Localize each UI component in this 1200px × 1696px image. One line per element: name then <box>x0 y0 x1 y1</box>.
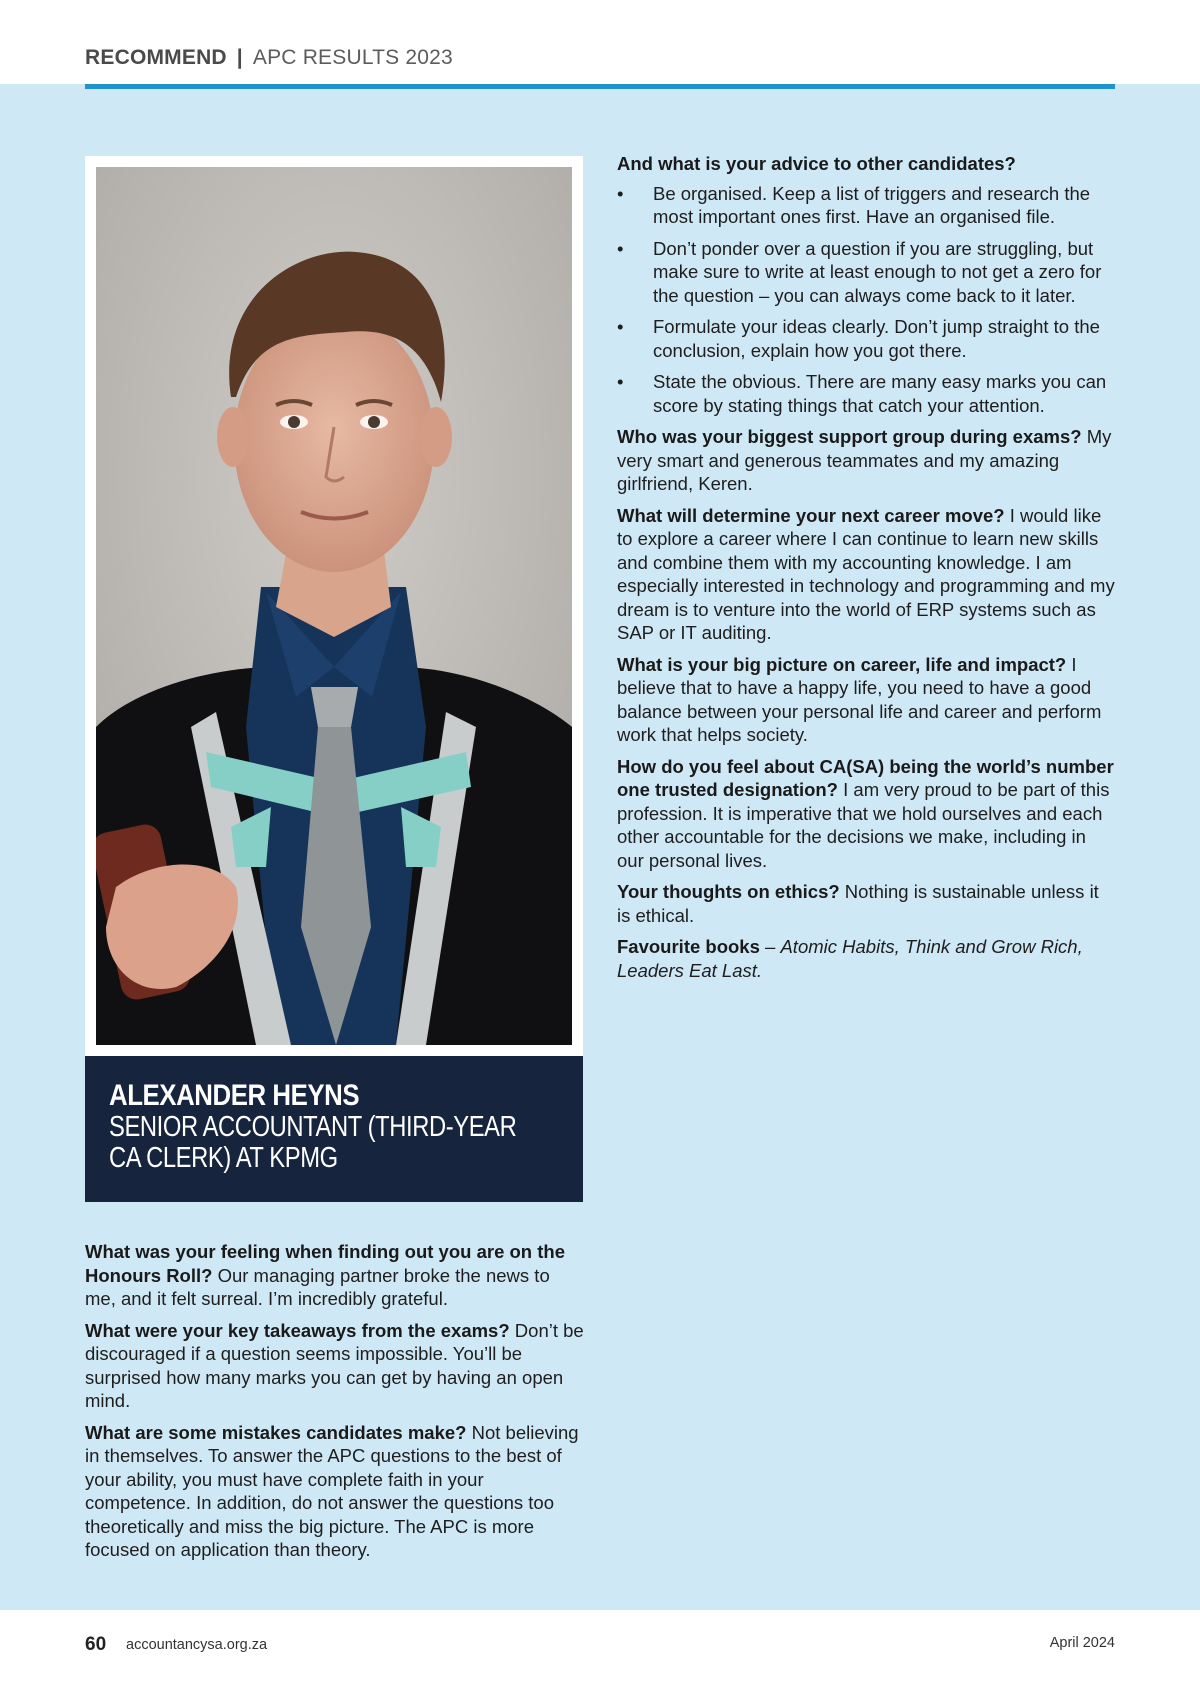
list-item <box>617 182 1117 229</box>
list-item <box>617 315 1117 362</box>
section-label: RECOMMEND <box>85 46 227 69</box>
bullet: • <box>617 237 624 259</box>
publication-label: APC RESULTS 2023 <box>252 46 453 69</box>
answer: Nothing is sustainable unless it is ethical. <box>617 881 1099 926</box>
question: What are some mistakes candidates make? <box>85 1421 467 1443</box>
portrait-photo <box>96 167 572 1045</box>
list-item-text: Formulate your ideas clearly. Don’t jump straight to the conclusion, explain how you got there. <box>653 316 1100 361</box>
page-number: 60 <box>85 1634 107 1655</box>
qa-paragraph <box>617 504 1117 645</box>
header-separator: | <box>236 46 243 69</box>
list-item-text: Be organised. Keep a list of triggers and research the most important ones first. Have an organised file. <box>653 182 1091 227</box>
bullet: • <box>617 371 624 392</box>
qa-paragraph <box>617 425 1117 496</box>
running-header <box>85 46 453 76</box>
website-link[interactable]: accountancysa.org.za <box>126 1637 268 1653</box>
right-column <box>617 152 1117 990</box>
header-rule <box>85 84 1115 89</box>
answer: My very smart and generous teammates and my amazing girlfriend, Keren. <box>617 426 1112 494</box>
profile-caption <box>85 1056 583 1202</box>
qa-paragraph <box>85 1319 585 1413</box>
answer: I am very proud to be part of this profession. It is imperative that we hold ourselves and each other accountable for the decisions we make, including in our personal lives. <box>617 779 1110 871</box>
question: Your thoughts on ethics? <box>617 881 840 902</box>
answer: I believe that to have a happy life, you need to have a good balance between your personal life and career and perform work that helps society. <box>617 653 1102 745</box>
answer: Our managing partner broke the news to me, and it felt surreal. I’m incredibly grateful. <box>85 1264 550 1309</box>
books-dash: – <box>759 936 781 957</box>
question: And what is your advice to other candidates? <box>617 153 1016 174</box>
question: How do you feel about CA(SA) being the world’s number one trusted designation? <box>617 755 1114 800</box>
question: Who was your biggest support group during exams? <box>617 426 1082 447</box>
profile-name: ALEXANDER HEYNS <box>109 1079 360 1112</box>
left-column <box>85 1240 585 1570</box>
portrait-illustration <box>96 167 572 1045</box>
question: What were your key takeaways from the exams? <box>85 1319 510 1341</box>
qa-paragraph <box>617 880 1117 927</box>
list-item <box>617 370 1117 417</box>
advice-list <box>617 182 1117 418</box>
bullet: • <box>617 182 624 204</box>
bullet: • <box>617 316 624 337</box>
qa-paragraph <box>617 755 1117 873</box>
answer: Not believing in themselves. To answer the APC questions to the best of your ability, you must have complete faith in your competence. In addition, do not answer the questions too theoretically and miss the big picture. The APC is more focused on application than theory. <box>85 1421 579 1560</box>
books-paragraph <box>617 935 1117 982</box>
issue-date: April 2024 <box>1049 1635 1115 1651</box>
portrait-frame <box>85 156 583 1056</box>
qa-paragraph <box>85 1240 585 1311</box>
books-label: Favourite books <box>617 936 760 957</box>
question: What is your big picture on career, life and impact? <box>617 653 1067 675</box>
question: What will determine your next career move? <box>617 504 1005 526</box>
list-item-text: Don’t ponder over a question if you are struggling, but make sure to write at least enough to not get a zero for the question – you can always come back to it later. <box>653 237 1102 306</box>
list-item <box>617 237 1117 308</box>
question: What was your feeling when finding out you are on the Honours Roll? <box>85 1241 565 1286</box>
list-item-text: State the obvious. There are many easy marks you can score by stating things that catch your attention. <box>653 371 1107 416</box>
qa-paragraph <box>617 653 1117 747</box>
profile-role: SENIOR ACCOUNTANT (THIRD-YEAR CA CLERK) AT KPMG <box>109 1111 517 1174</box>
footer <box>0 1610 1200 1696</box>
answer: Don’t be discouraged if a question seems impossible. You’ll be surprised how many marks you can get by having an open mind. <box>85 1319 584 1411</box>
answer: I would like to explore a career where I can continue to learn new skills and combine them with my accounting knowledge. I am especially interested in technology and programming and my dream is to venture into the world of ERP systems such as SAP or IT auditing. <box>617 504 1115 643</box>
qa-paragraph <box>85 1421 585 1562</box>
advice-question-paragraph <box>617 152 1117 176</box>
books-list: Atomic Habits, Think and Grow Rich, Leaders Eat Last. <box>617 936 1083 981</box>
